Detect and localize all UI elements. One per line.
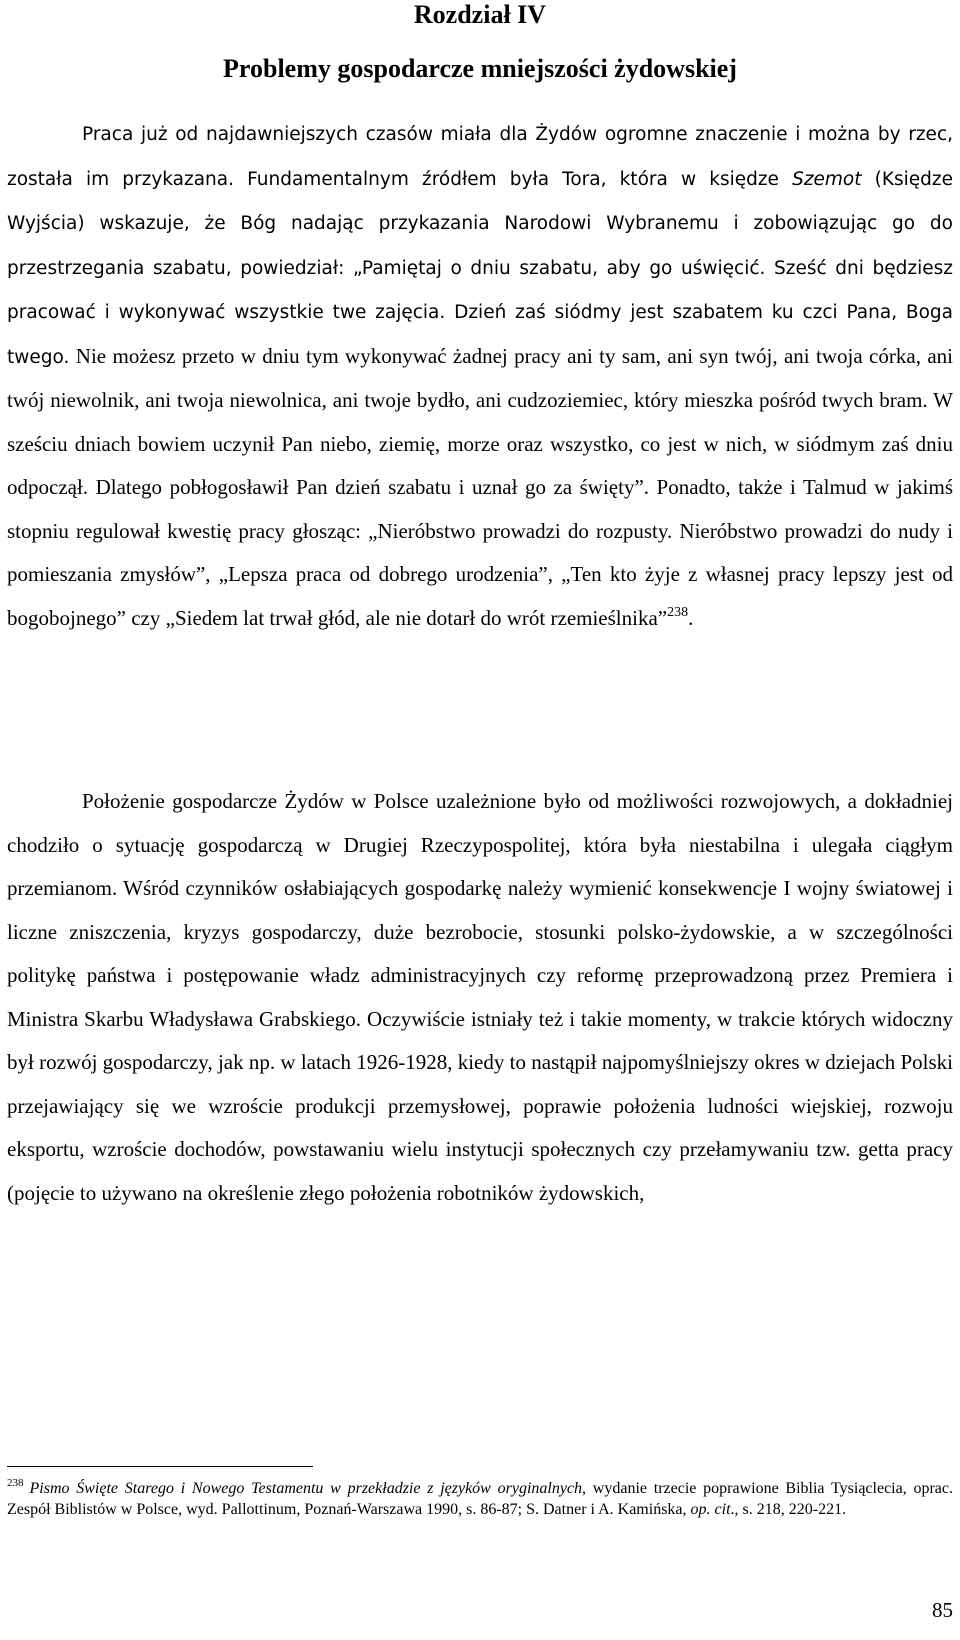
paragraph-1-italic-title: Szemot [792,168,862,190]
paragraph-2 [7,780,953,1215]
footnote-title: Pismo Święte Starego i Nowego Testamentu w przekładzie z języków oryginalnych [29,1480,583,1497]
footnote-text-b: ., s. 218, 220-221. [730,1501,847,1518]
paragraph-1-end: . [688,605,694,630]
paragraph-1 [7,112,953,640]
paragraph-1-text-c: Nie możesz przeto w dniu tym wykonywać żadnej pracy ani ty sam, ani syn twój, ani twoja córka, ani twój niewolnik, ani twoja niewolnica, ani twoje bydło, ani cudzoziemiec, który mieszka pośród twych bram. W sześciu dniach bowiem uczynił Pan niebo, ziemię, morze oraz wszystko, co jest w nich, w siódmym zaś dniu odpoczął. Dlatego pobłogosławił Pan dzień szabatu i uznał go za święty”. Ponadto, także i Talmud w jakimś stopniu regulował kwestię pracy głosząc: „Nieróbstwo prowadzi do rozpusty. Nieróbstwo prowadzi do nudy i pomieszania zmysłów”, „Lepsza praca od dobrego urodzenia”, „Ten kto żyje z własnej pracy lepszy jest od bogobojnego” czy „Siedem lat trwał głód, ale nie dotarł do wrót rzemieślnika” [7,343,953,630]
footnote-number: 238 [7,1477,24,1489]
footnote-238 [7,1478,953,1520]
paragraph-1-text-a: Praca już od najdawniejszych czasów miała dla Żydów ogromne znaczenie i można by rzec, została im przykazana. Fundamentalnym źródłem była Tora, która w księdze [7,124,953,190]
footnote-separator [7,1466,313,1467]
footnote-text-a: , wydanie trzecie poprawione Biblia Tysiąclecia, oprac. Zespół Biblistów w Polsce, wyd. Pallottinum, Poznań-Warszawa 1990, s. 86-87; S. Datner i A. Kamińska, [7,1480,954,1518]
chapter-number: Rozdział IV [413,0,547,29]
page-number: 85 [932,1598,953,1622]
footnote-op-cit: op. cit [690,1501,731,1518]
paragraph-1-text-b: (Księdze Wyjścia) wskazuje, że Bóg nadając przykazania Narodowi Wybranemu i zobowiązując go do przestrzegania szabatu, powiedział: „Pamiętaj o dniu szabatu, aby go uświęcić. Sześć dni będziesz pracować i wykonywać wszystkie twe zajęcia. Dzień zaś siódmy jest szabatem ku czci Pana, Boga twego. [7,168,953,368]
paragraph-2-text: Położenie gospodarcze Żydów w Polsce uzależnione było od możliwości rozwojowych, a dokładniej chodziło o sytuację gospodarczą w Drugiej Rzeczypospolitej, która była niestabilna i ulegała ciągłym przemianom. Wśród czynników osłabiających gospodarkę należy wymienić konsekwencje I wojny światowej i liczne zniszczenia, kryzys gospodarczy, duże bezrobocie, stosunki polsko-żydowskie, a w szczególności politykę państwa i postępowanie władz administracyjnych czy reformę przeprowadzoną przez Premiera i Ministra Skarbu Władysława Grabskiego. Oczywiście istniały też i takie momenty, w trakcie których widoczny był rozwój gospodarczy, jak np. w latach 1926-1928, kiedy to nastąpił najpomyślniejszy okres w dziejach Polski przejawiający się we wzroście produkcji przemysłowej, poprawie położenia ludności wiejskiej, rozwoju eksportu, wzroście dochodów, powstawaniu wielu instytucji społecznych czy przełamywaniu tzw. getta pracy (pojęcie to używano na określenie złego położenia robotników żydowskich, [7,789,953,1205]
footnote-reference[interactable]: 238 [667,604,689,620]
chapter-title: Problemy gospodarcze mniejszości żydowskiej [223,54,737,83]
